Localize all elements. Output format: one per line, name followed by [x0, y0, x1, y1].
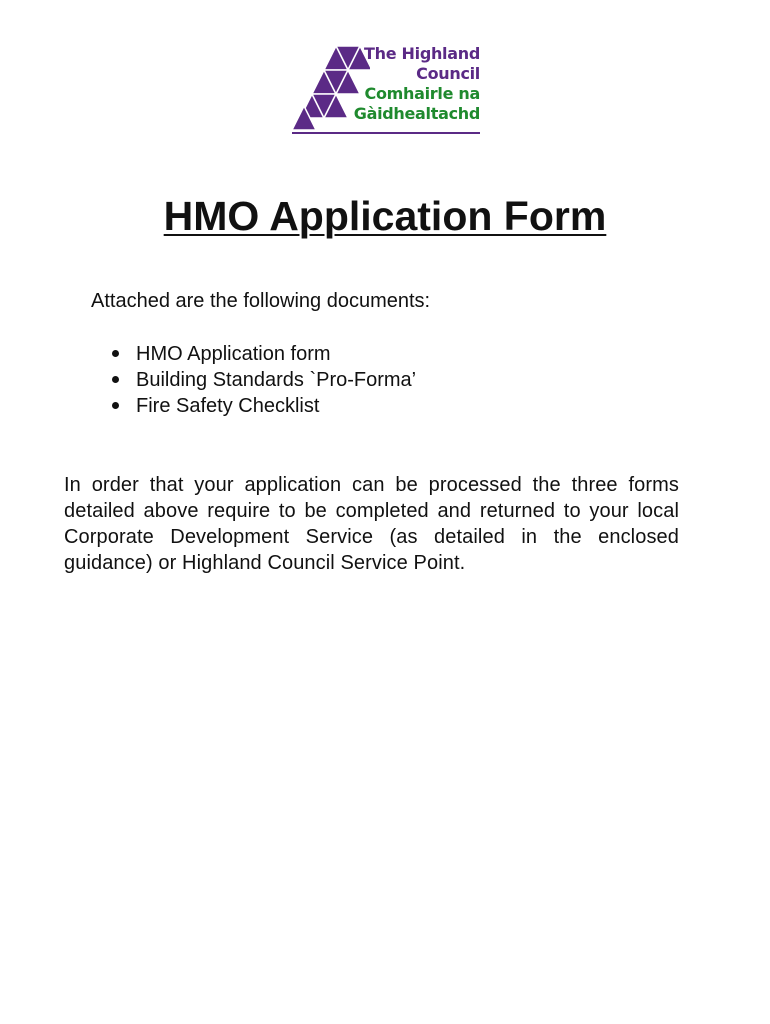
- intro-text: Attached are the following documents:: [91, 290, 431, 312]
- council-name-gd-line2: Gàidhealtachd: [353, 104, 480, 123]
- page-title: HMO Application Form: [163, 193, 607, 239]
- list-item: [112, 341, 416, 367]
- logo-underline: [292, 132, 480, 134]
- council-name: [354, 44, 480, 124]
- council-logo: [290, 44, 482, 136]
- list-item-label: Fire Safety Checklist: [136, 395, 320, 417]
- bullet-icon: [112, 402, 119, 409]
- bullet-icon: [112, 376, 119, 383]
- council-name-en-line1: The Highland: [364, 44, 480, 63]
- council-name-en-line2: Council: [416, 64, 480, 83]
- list-item: [112, 367, 416, 393]
- bullet-icon: [112, 350, 119, 357]
- council-name-gd-line1: Comhairle na: [364, 84, 480, 103]
- list-item-label: Building Standards `Pro-Forma’: [136, 369, 417, 391]
- list-item: [112, 393, 416, 419]
- list-item-label: HMO Application form: [136, 343, 331, 365]
- instructions-paragraph: In order that your application can be processed the three forms detailed above require to be completed and returned to your local Corporate Development Service (as detailed in the enclosed guidance) or Highland Council Service Point.: [64, 474, 679, 574]
- document-list: [112, 341, 416, 419]
